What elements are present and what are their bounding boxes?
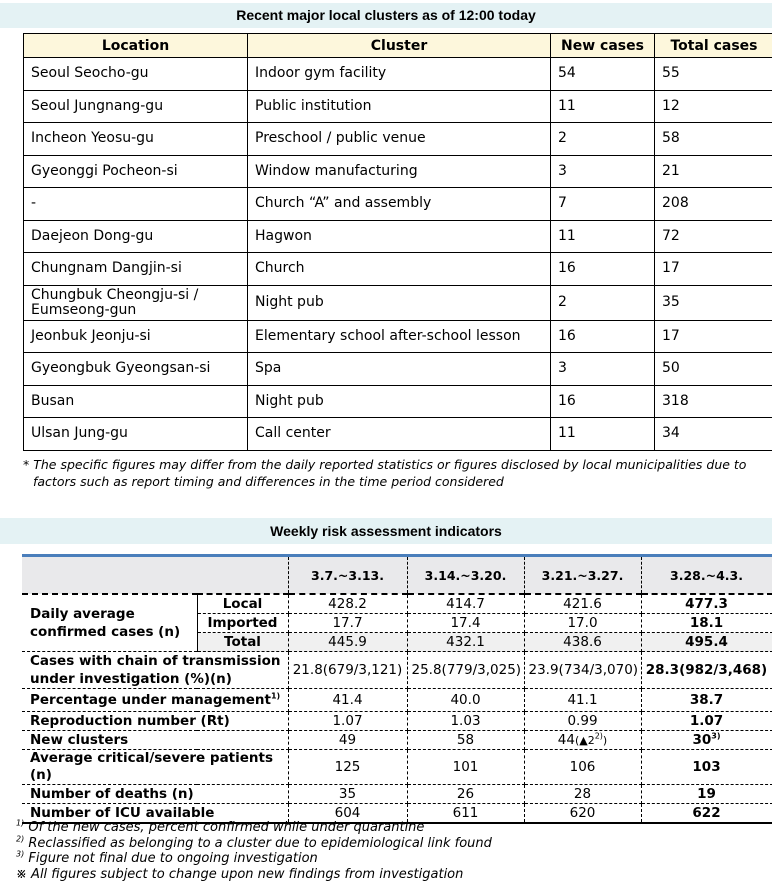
cluster-cell: Call center: [248, 418, 551, 451]
icu-label: Number of ICU available: [22, 804, 288, 824]
location-cell: Gyeonggi Pocheon-si: [24, 155, 248, 188]
footnote-text: Of the new cases, percent confirmed while under quarantine: [28, 820, 425, 835]
value-cell: 103: [641, 750, 772, 785]
table-row: [24, 220, 772, 253]
new-cases-cell: 16: [551, 253, 655, 286]
table-row: [24, 418, 772, 451]
cluster-cell: Church: [248, 253, 551, 286]
header-period: 3.14.~3.20.: [407, 556, 524, 595]
management-row: [22, 689, 772, 712]
total-cases-cell: 208: [655, 188, 772, 221]
cluster-cell: Indoor gym facility: [248, 58, 551, 91]
management-label-text: Percentage under management: [30, 691, 271, 708]
total-cases-cell: 72: [655, 220, 772, 253]
location-cell: Chungnam Dangjin-si: [24, 253, 248, 286]
cluster-cell: Public institution: [248, 90, 551, 123]
new-cases-cell: 3: [551, 155, 655, 188]
location-cell: Chungbuk Cheongju-si / Eumseong-gun: [24, 285, 248, 320]
sub-label-local: Local: [197, 594, 288, 614]
value-text: 30: [692, 731, 712, 748]
value-cell: 38.7: [641, 689, 772, 712]
table-row: [24, 320, 772, 353]
value-cell: 28.3(982/3,468): [641, 652, 772, 689]
footnote-mark: 3): [16, 849, 25, 859]
new-cases-cell: 2: [551, 123, 655, 156]
location-cell: Busan: [24, 385, 248, 418]
table-row: [24, 253, 772, 286]
daily-average-label: Daily average confirmed cases (n): [22, 594, 197, 652]
clusters-header-row: [24, 34, 772, 58]
value-cell: 477.3: [641, 594, 772, 614]
total-cases-cell: 55: [655, 58, 772, 91]
value-cell: 1.07: [288, 712, 407, 731]
chain-label-line: under investigation (%)(n): [30, 671, 232, 687]
cluster-cell: Night pub: [248, 285, 551, 320]
value-cell: 432.1: [407, 633, 524, 652]
value-cell: 41.4: [288, 689, 407, 712]
total-cases-cell: 17: [655, 253, 772, 286]
weekly-header-row: [22, 556, 772, 595]
value-cell: 41.1: [524, 689, 641, 712]
new-cases-cell: 11: [551, 220, 655, 253]
cluster-cell: Spa: [248, 353, 551, 386]
header-total-cases: Total cases: [655, 34, 772, 58]
value-cell: 445.9: [288, 633, 407, 652]
footnote-line: [16, 820, 766, 836]
value-cell: 1.03: [407, 712, 524, 731]
critical-row: [22, 750, 772, 785]
value-cell: 106: [524, 750, 641, 785]
cluster-cell: Church “A” and assembly: [248, 188, 551, 221]
value-cell: 17.7: [288, 614, 407, 633]
value-cell: 622: [641, 804, 772, 824]
location-cell: -: [24, 188, 248, 221]
deaths-row: [22, 785, 772, 804]
location-cell: Jeonbuk Jeonju-si: [24, 320, 248, 353]
location-cell: Seoul Jungnang-gu: [24, 90, 248, 123]
value-cell: 49: [288, 731, 407, 750]
cluster-cell: Preschool / public venue: [248, 123, 551, 156]
value-cell: 25.8(779/3,025): [407, 652, 524, 689]
footnote-line: [16, 851, 766, 867]
value-cell: 26: [407, 785, 524, 804]
table-row: [24, 123, 772, 156]
value-cell: 421.6: [524, 594, 641, 614]
daily-local-row: [22, 594, 772, 614]
header-new-cases: New cases: [551, 34, 655, 58]
total-cases-cell: 35: [655, 285, 772, 320]
value-cell: 23.9(734/3,070): [524, 652, 641, 689]
header-period: 3.7.~3.13.: [288, 556, 407, 595]
value-cell: 19: [641, 785, 772, 804]
clusters-footnote: [23, 456, 768, 490]
deaths-label: Number of deaths (n): [22, 785, 288, 804]
value-cell: 428.2: [288, 594, 407, 614]
value-cell: 1.07: [641, 712, 772, 731]
location-cell: Gyeongbuk Gyeongsan-si: [24, 353, 248, 386]
location-cell: Seoul Seocho-gu: [24, 58, 248, 91]
value-cell: 0.99: [524, 712, 641, 731]
new-cases-cell: 16: [551, 385, 655, 418]
footnote-ref: 2): [594, 731, 603, 740]
table-row: [24, 188, 772, 221]
value-cell: 495.4: [641, 633, 772, 652]
management-label: [22, 689, 288, 712]
table-row: [24, 58, 772, 91]
value-text: 44: [557, 731, 575, 748]
total-cases-cell: 318: [655, 385, 772, 418]
total-cases-cell: 17: [655, 320, 772, 353]
value-cell: 35: [288, 785, 407, 804]
value-cell: 125: [288, 750, 407, 785]
table-row: [24, 155, 772, 188]
clusters-section-title: Recent major local clusters as of 12:00 today: [0, 3, 772, 28]
sub-label-total: Total: [197, 633, 288, 652]
footnote-line: factors such as report timing and differences in the time period considered: [33, 474, 504, 489]
header-period: 3.28.~4.3.: [641, 556, 772, 595]
value-cell: [524, 731, 641, 750]
value-cell: 21.8(679/3,121): [288, 652, 407, 689]
value-cell: 17.0: [524, 614, 641, 633]
new-cases-cell: 7: [551, 188, 655, 221]
rt-row: [22, 712, 772, 731]
value-note-close: ): [602, 733, 608, 747]
value-cell: 611: [407, 804, 524, 824]
footnote-ref: 3): [711, 731, 721, 740]
location-cell: Incheon Yeosu-gu: [24, 123, 248, 156]
total-cases-cell: 21: [655, 155, 772, 188]
cluster-cell: Hagwon: [248, 220, 551, 253]
value-cell: 17.4: [407, 614, 524, 633]
table-row: [24, 90, 772, 123]
cluster-cell: Window manufacturing: [248, 155, 551, 188]
weekly-footnotes: [16, 820, 766, 882]
value-cell: 620: [524, 804, 641, 824]
new-clusters-label: New clusters: [22, 731, 288, 750]
footnote-line: [16, 836, 766, 852]
new-cases-cell: 11: [551, 90, 655, 123]
value-cell: 58: [407, 731, 524, 750]
reference-mark-icon: ※: [16, 866, 27, 882]
new-clusters-row: [22, 731, 772, 750]
total-cases-cell: 34: [655, 418, 772, 451]
weekly-section-title: Weekly risk assessment indicators: [0, 518, 772, 544]
location-cell: Ulsan Jung-gu: [24, 418, 248, 451]
value-cell: 40.0: [407, 689, 524, 712]
new-cases-cell: 54: [551, 58, 655, 91]
value-note: (▲2: [574, 733, 595, 747]
total-cases-cell: 58: [655, 123, 772, 156]
table-row: [24, 353, 772, 386]
location-cell: Daejeon Dong-gu: [24, 220, 248, 253]
footnote-text: Figure not final due to ongoing investigation: [28, 851, 318, 866]
value-cell: 18.1: [641, 614, 772, 633]
total-cases-cell: 12: [655, 90, 772, 123]
value-cell: 604: [288, 804, 407, 824]
chain-row: [22, 652, 772, 689]
cluster-cell: Elementary school after-school lesson: [248, 320, 551, 353]
value-cell: 101: [407, 750, 524, 785]
footnote-line: [16, 867, 766, 883]
header-period: 3.21.~3.27.: [524, 556, 641, 595]
footnote-line: * The specific figures may differ from the daily reported statistics or figures disclosed by local municipalities due to: [23, 457, 747, 472]
critical-label: Average critical/severe patients (n): [22, 750, 288, 785]
new-cases-cell: 3: [551, 353, 655, 386]
footnote-text: Reclassified as belonging to a cluster due to epidemiological link found: [28, 835, 492, 851]
header-blank: [22, 556, 288, 595]
chain-label: [22, 652, 288, 689]
header-location: Location: [24, 34, 248, 58]
clusters-table: [23, 33, 772, 451]
footnote-mark: 2): [16, 834, 25, 844]
footnote-ref: 1): [270, 691, 281, 700]
value-cell: 28: [524, 785, 641, 804]
new-cases-cell: 11: [551, 418, 655, 451]
value-cell: 438.6: [524, 633, 641, 652]
rt-label: Reproduction number (Rt): [22, 712, 288, 731]
table-row: [24, 385, 772, 418]
chain-label-line: Cases with chain of transmission: [30, 653, 281, 669]
cluster-cell: Night pub: [248, 385, 551, 418]
weekly-indicators-table: [22, 554, 772, 824]
table-row: [24, 285, 772, 320]
new-cases-cell: 2: [551, 285, 655, 320]
new-cases-cell: 16: [551, 320, 655, 353]
value-cell: [641, 731, 772, 750]
footnote-text: All figures subject to change upon new findings from investigation: [31, 866, 464, 882]
header-cluster: Cluster: [248, 34, 551, 58]
sub-label-imported: Imported: [197, 614, 288, 633]
value-cell: 414.7: [407, 594, 524, 614]
total-cases-cell: 50: [655, 353, 772, 386]
footnote-mark: 1): [16, 818, 25, 828]
